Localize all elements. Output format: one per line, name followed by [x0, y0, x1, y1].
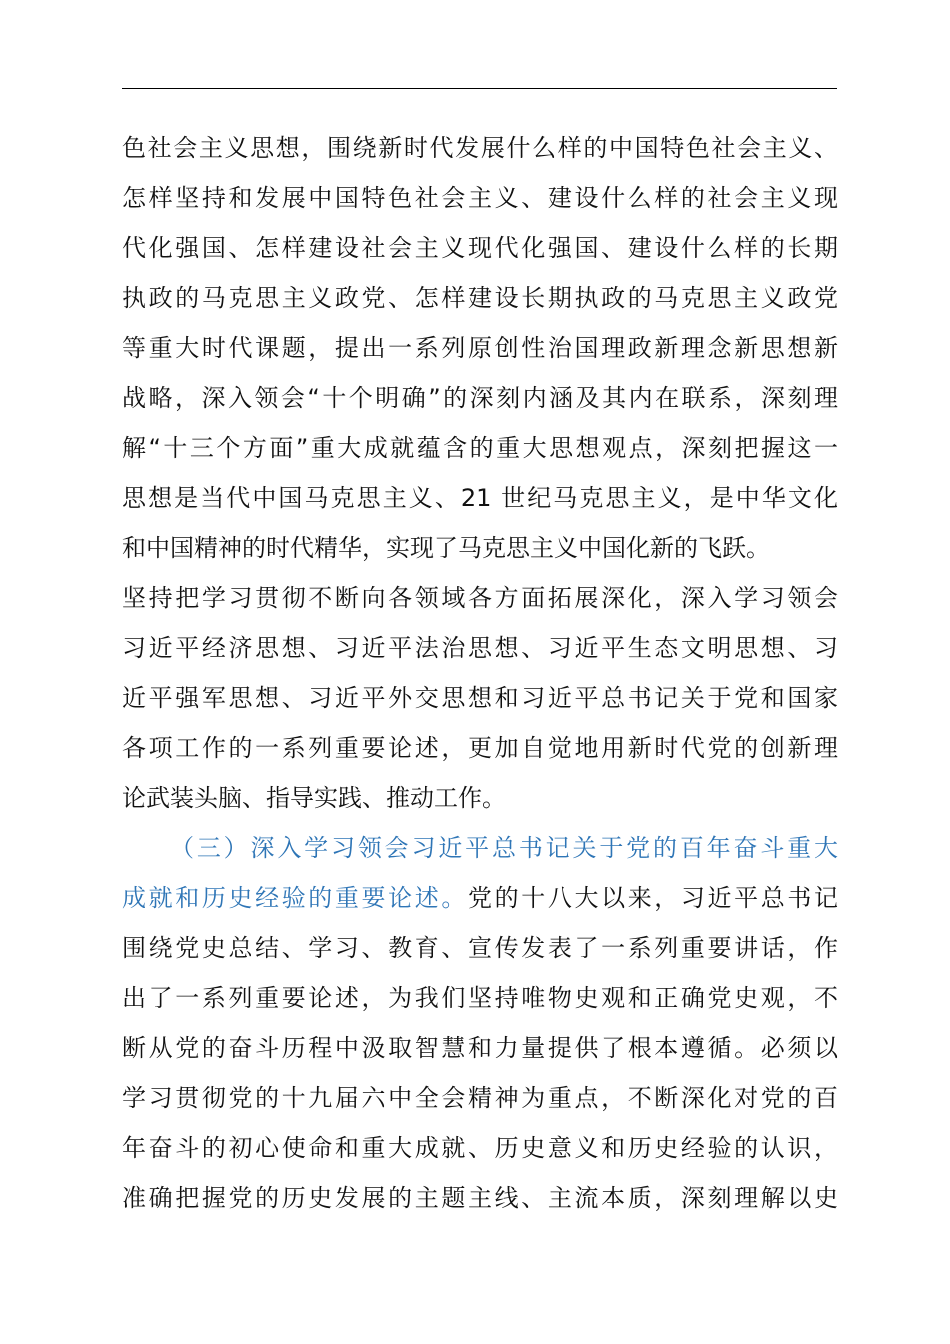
text-line: 出了一系列重要论述，为我们坚持唯物史观和正确党史观，不: [122, 984, 838, 1012]
text-line: 解“十三个方面”重大成就蕴含的重大思想观点，深刻把握这一: [122, 434, 838, 462]
text-line: [122, 878, 838, 918]
text-segment: 党的十八大以来，习近平总书记: [468, 884, 838, 912]
text-line: 论武装头脑、指导实践、推动工作。: [122, 784, 506, 812]
header-divider: [122, 88, 837, 89]
text-line: 和中国精神的时代精华，实现了马克思主义中国化新的飞跃。: [122, 534, 770, 562]
text-line: 代化强国、怎样建设社会主义现代化强国、建设什么样的长期: [122, 234, 838, 262]
text-line: 习近平经济思想、习近平法治思想、习近平生态文明思想、习: [122, 634, 838, 662]
text-line: 思想是当代中国马克思主义、21 世纪马克思主义，是中华文化: [122, 484, 838, 512]
text-line: 围绕党史总结、学习、教育、宣传发表了一系列重要讲话，作: [122, 934, 838, 962]
text-line: 年奋斗的初心使命和重大成就、历史意义和历史经验的认识，: [122, 1134, 838, 1162]
text-line: 怎样坚持和发展中国特色社会主义、建设什么样的社会主义现: [122, 184, 838, 212]
text-line: 各项工作的一系列重要论述，更加自觉地用新时代党的创新理: [122, 734, 838, 762]
text-line: 等重大时代课题，提出一系列原创性治国理政新理念新思想新: [122, 334, 838, 362]
text-line: 执政的马克思主义政党、怎样建设长期执政的马克思主义政党: [122, 284, 838, 312]
section-heading-continued: 成就和历史经验的重要论述。: [122, 884, 468, 912]
text-line: 准确把握党的历史发展的主题主线、主流本质，深刻理解以史: [122, 1184, 838, 1212]
section-heading: （三）深入学习领会习近平总书记关于党的百年奋斗重大: [170, 834, 838, 862]
text-line: 色社会主义思想，围绕新时代发展什么样的中国特色社会主义、: [122, 134, 838, 162]
text-line: 学习贯彻党的十九届六中全会精神为重点，不断深化对党的百: [122, 1084, 838, 1112]
text-line: 战略，深入领会“十个明确”的深刻内涵及其内在联系，深刻理: [122, 384, 838, 412]
text-line: 近平强军思想、习近平外交思想和习近平总书记关于党和国家: [122, 684, 838, 712]
text-line: 坚持把学习贯彻不断向各领域各方面拓展深化，深入学习领会: [122, 584, 838, 612]
text-line: 断从党的奋斗历程中汲取智慧和力量提供了根本遵循。必须以: [122, 1034, 838, 1062]
